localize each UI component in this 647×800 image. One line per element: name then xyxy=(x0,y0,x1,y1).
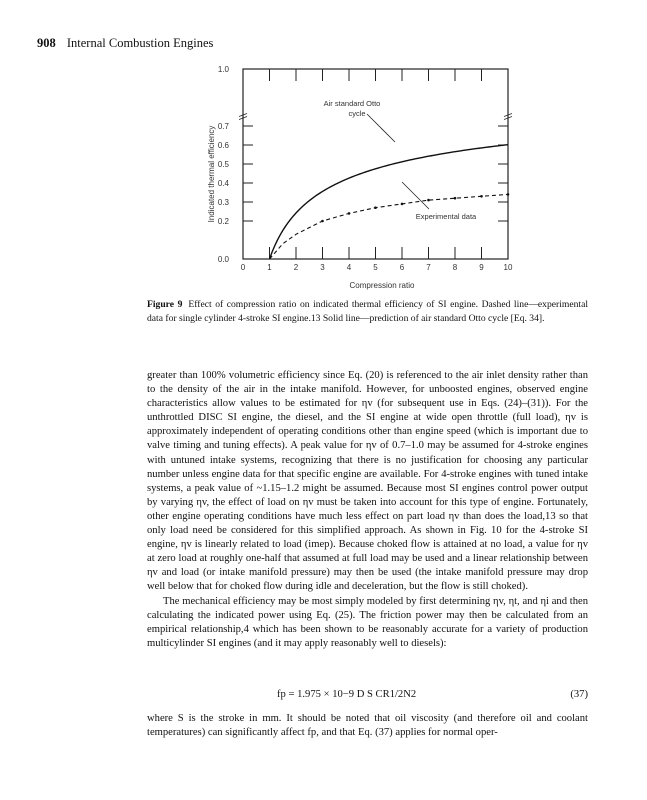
series-otto-cycle-line xyxy=(270,145,509,259)
paragraph: The mechanical efficiency may be most simply modeled by first determining ηv, ηt, and ηi and then calculating the indicated power using Eq. (25). The friction power may then be calculated from an empirical relationship,4 which has been shown to be reasonably accurate for a variety of production multicylinder SI engines (and it may apply reasonably well to diesels): xyxy=(147,595,588,649)
running-title: Internal Combustion Engines xyxy=(66,36,214,50)
equation-number: (37) xyxy=(570,689,588,700)
x-tick-label: 5 xyxy=(373,263,378,272)
x-tick-label: 10 xyxy=(503,263,513,272)
y-tick-label: 0.3 xyxy=(217,198,229,207)
efficiency-chart xyxy=(196,64,516,296)
otto-label-line2: cycle xyxy=(348,109,366,118)
y-axis-label: Indicated thermal efficiency xyxy=(207,125,216,223)
figure-label: Figure 9 xyxy=(147,299,183,310)
paragraph: where S is the stroke in mm. It should be noted that oil viscosity (and therefore oil and coolant temperatures) can significantly affect fp, and that Eq. (37) applies for normal oper- xyxy=(147,713,588,739)
x-tick-label: 0 xyxy=(240,263,246,272)
experimental-point xyxy=(348,212,351,215)
experimental-leader-line xyxy=(402,182,429,209)
y-tick-label: 0.7 xyxy=(217,122,229,131)
figure-caption xyxy=(147,298,588,326)
running-header xyxy=(37,36,213,51)
y-tick-label: 1.0 xyxy=(217,65,229,74)
equation-expression: fp = 1.975 × 10−9 D S CR1/2N2 xyxy=(277,689,417,700)
experimental-point xyxy=(480,195,483,198)
x-tick-label: 6 xyxy=(399,263,405,272)
paragraph: greater than 100% volumetric efficiency since Eq. (20) is referenced to the air inlet density rather than to the density of the air in the intake manifold. However, for unboosted engines, observed engine characteristics allow values to be estimated for ηv (for subsequent use in Eqs. (24)–(31)). For the unthrottled DISC SI engine, the diesel, and the SI engine at wide open throttle (full load), ηv is approximately independent of operating conditions other than engine speed (which is important due to valve timing and tuning effects). A peak value for ηv of 0.7–1.0 may be assumed for 4-stroke engines with untuned intake systems, recognizing that there is no justification for choosing any particular number unless engine data for that specific engine are available. For 4-stroke engines with tuned intake systems, a peak value of ~1.15–1.2 might be assumed. Because most SI engines control power output by varying ηv, the effect of load on ηv must be taken into account for this type of engine. Fortunately, other engine operating conditions have much less effect on part load ηv than does the load,13 so that only load need be considered for this simplified approach. As shown in Fig. 10 for the 4-stroke SI engine, ηv is linearly related to load (imep). Because choked flow is attained at no load, a value for ηv at zero load at roughly one-half that assumed at full load may be used and a linear relationship between ηv and load (or intake manifold pressure) may then be used (the intake manifold pressure may drop well below that for choked flow during idle and deceleration, but the flow is still choked). xyxy=(147,370,588,593)
page-number: 908 xyxy=(37,36,56,50)
x-axis-label: Compression ratio xyxy=(349,281,415,290)
y-tick-label: 0.2 xyxy=(217,217,229,226)
experimental-point xyxy=(454,197,457,200)
caption-text: Effect of compression ratio on indicated thermal efficiency of SI engine. Dashed line—experimental data for single cylinder 4-stroke SI engine.13 Solid line—prediction of air standard Otto cycle [Eq. 34]. xyxy=(147,299,588,324)
y-tick-label: 0.5 xyxy=(217,160,229,169)
plot-layer xyxy=(218,65,513,272)
x-tick-label: 9 xyxy=(479,263,484,272)
experimental-point xyxy=(321,220,324,223)
otto-leader-line xyxy=(367,114,395,142)
otto-label-line1: Air standard Otto xyxy=(323,99,381,108)
x-tick-label: 3 xyxy=(320,263,325,272)
y-tick-label: 0.0 xyxy=(217,255,229,264)
x-tick-label: 2 xyxy=(293,263,299,272)
experimental-point xyxy=(374,206,377,209)
y-tick-label: 0.6 xyxy=(217,141,229,150)
x-tick-label: 8 xyxy=(452,263,458,272)
body-text-continued xyxy=(147,712,588,740)
x-tick-label: 4 xyxy=(346,263,352,272)
experimental-label: Experimental data xyxy=(415,212,477,221)
experimental-point xyxy=(427,199,430,202)
x-tick-label: 1 xyxy=(267,263,272,272)
x-tick-label: 7 xyxy=(426,263,431,272)
body-text xyxy=(147,369,588,651)
experimental-point xyxy=(507,193,510,196)
experimental-point xyxy=(401,203,404,206)
y-tick-label: 0.4 xyxy=(217,179,229,188)
